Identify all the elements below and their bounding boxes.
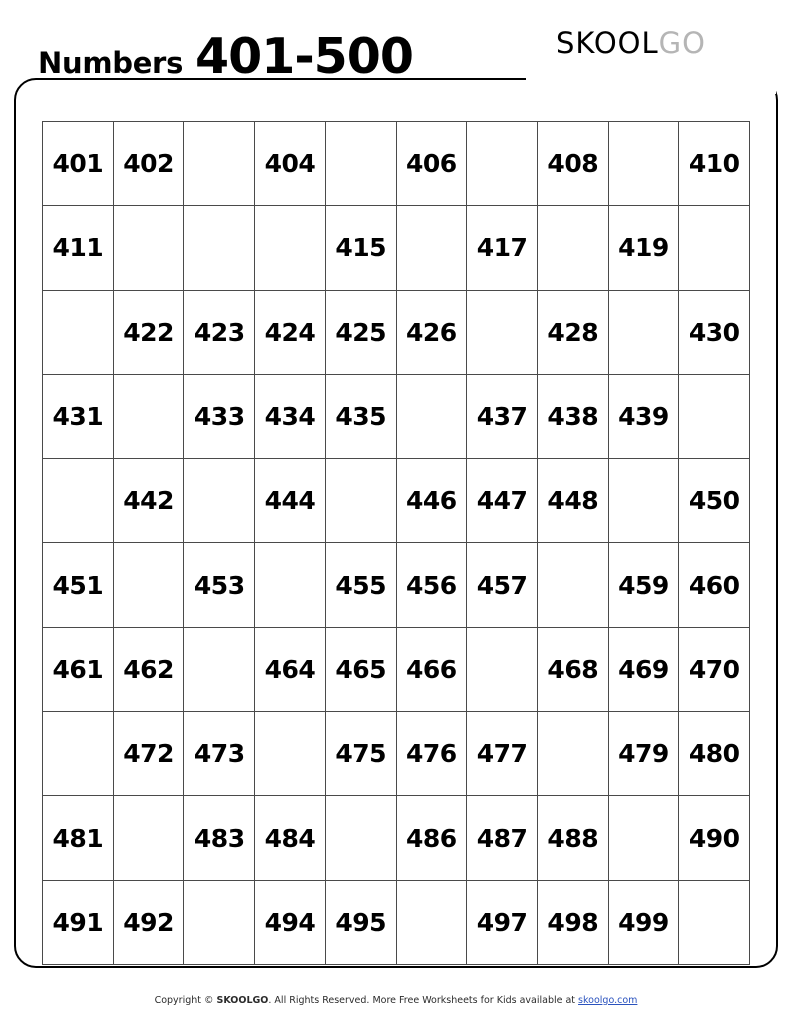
grid-cell-filled: 439 [609, 375, 680, 459]
grid-cell-filled: 479 [609, 712, 680, 796]
grid-cell-blank[interactable] [397, 881, 468, 965]
grid-cell-blank[interactable] [184, 628, 255, 712]
grid-cell-filled: 460 [679, 543, 750, 627]
grid-cell-filled: 470 [679, 628, 750, 712]
grid-cell-blank[interactable] [538, 712, 609, 796]
grid-row [43, 543, 750, 627]
grid-cell-filled: 442 [114, 459, 185, 543]
grid-cell-filled: 428 [538, 291, 609, 375]
grid-cell-filled: 472 [114, 712, 185, 796]
grid-row [43, 881, 750, 965]
footer-brand: SKOOLGO [216, 995, 269, 1006]
grid-cell-blank[interactable] [114, 206, 185, 290]
footer-copyright-prefix: Copyright © [154, 995, 217, 1006]
footer-copyright-suffix: . All Rights Reserved. More Free Worksheets for Kids available at [268, 995, 579, 1006]
grid-cell-blank[interactable] [397, 206, 468, 290]
grid-cell-filled: 464 [255, 628, 326, 712]
grid-cell-blank[interactable] [255, 543, 326, 627]
grid-cell-blank[interactable] [609, 459, 680, 543]
grid-cell-filled: 447 [467, 459, 538, 543]
grid-cell-blank[interactable] [609, 291, 680, 375]
grid-row [43, 628, 750, 712]
grid-cell-filled: 491 [43, 881, 114, 965]
grid-cell-filled: 455 [326, 543, 397, 627]
grid-cell-filled: 495 [326, 881, 397, 965]
grid-cell-filled: 481 [43, 796, 114, 880]
grid-cell-filled: 438 [538, 375, 609, 459]
grid-row [43, 712, 750, 796]
grid-cell-filled: 425 [326, 291, 397, 375]
grid-cell-filled: 494 [255, 881, 326, 965]
grid-cell-blank[interactable] [255, 712, 326, 796]
grid-row [43, 796, 750, 880]
grid-cell-blank[interactable] [397, 375, 468, 459]
grid-row [43, 291, 750, 375]
grid-cell-filled: 444 [255, 459, 326, 543]
grid-cell-filled: 450 [679, 459, 750, 543]
grid-cell-filled: 465 [326, 628, 397, 712]
grid-cell-blank[interactable] [255, 206, 326, 290]
grid-cell-filled: 417 [467, 206, 538, 290]
grid-row [43, 122, 750, 206]
grid-cell-filled: 415 [326, 206, 397, 290]
grid-cell-filled: 486 [397, 796, 468, 880]
grid-row [43, 459, 750, 543]
grid-cell-filled: 498 [538, 881, 609, 965]
grid-cell-filled: 408 [538, 122, 609, 206]
grid-cell-filled: 435 [326, 375, 397, 459]
grid-cell-filled: 466 [397, 628, 468, 712]
grid-cell-filled: 497 [467, 881, 538, 965]
grid-cell-filled: 487 [467, 796, 538, 880]
grid-cell-blank[interactable] [467, 291, 538, 375]
grid-cell-filled: 437 [467, 375, 538, 459]
grid-cell-filled: 423 [184, 291, 255, 375]
grid-cell-filled: 430 [679, 291, 750, 375]
grid-cell-filled: 402 [114, 122, 185, 206]
footer-link[interactable]: skoolgo.com [578, 995, 638, 1006]
grid-cell-filled: 469 [609, 628, 680, 712]
page-title [38, 28, 413, 85]
grid-cell-filled: 483 [184, 796, 255, 880]
grid-cell-blank[interactable] [43, 712, 114, 796]
grid-cell-blank[interactable] [326, 796, 397, 880]
grid-cell-blank[interactable] [467, 122, 538, 206]
grid-row [43, 375, 750, 459]
grid-cell-blank[interactable] [467, 628, 538, 712]
grid-cell-blank[interactable] [609, 796, 680, 880]
grid-cell-filled: 448 [538, 459, 609, 543]
title-word: Numbers [38, 46, 184, 80]
grid-cell-filled: 451 [43, 543, 114, 627]
grid-cell-filled: 401 [43, 122, 114, 206]
grid-cell-blank[interactable] [679, 375, 750, 459]
grid-cell-filled: 419 [609, 206, 680, 290]
grid-cell-filled: 477 [467, 712, 538, 796]
brand-name-second: GO [658, 26, 706, 60]
grid-cell-blank[interactable] [538, 206, 609, 290]
footer [0, 995, 792, 1006]
grid-cell-blank[interactable] [609, 122, 680, 206]
grid-cell-filled: 410 [679, 122, 750, 206]
grid-cell-filled: 456 [397, 543, 468, 627]
grid-cell-blank[interactable] [184, 459, 255, 543]
grid-cell-filled: 431 [43, 375, 114, 459]
grid-cell-filled: 473 [184, 712, 255, 796]
grid-cell-filled: 404 [255, 122, 326, 206]
grid-cell-blank[interactable] [326, 459, 397, 543]
grid-cell-filled: 492 [114, 881, 185, 965]
grid-cell-filled: 457 [467, 543, 538, 627]
grid-cell-filled: 411 [43, 206, 114, 290]
grid-cell-blank[interactable] [43, 459, 114, 543]
grid-row [43, 206, 750, 290]
title-range: 401-500 [195, 28, 413, 85]
grid-cell-filled: 459 [609, 543, 680, 627]
grid-cell-filled: 462 [114, 628, 185, 712]
grid-cell-blank[interactable] [114, 796, 185, 880]
grid-cell-filled: 406 [397, 122, 468, 206]
grid-cell-filled: 424 [255, 291, 326, 375]
grid-cell-blank[interactable] [114, 375, 185, 459]
grid-cell-blank[interactable] [114, 543, 185, 627]
grid-cell-filled: 426 [397, 291, 468, 375]
grid-cell-filled: 484 [255, 796, 326, 880]
brand-logo [556, 26, 772, 60]
grid-cell-filled: 480 [679, 712, 750, 796]
grid-cell-blank[interactable] [184, 881, 255, 965]
number-grid [42, 121, 750, 965]
grid-cell-filled: 499 [609, 881, 680, 965]
grid-cell-blank[interactable] [679, 881, 750, 965]
grid-cell-filled: 446 [397, 459, 468, 543]
grid-cell-blank[interactable] [326, 122, 397, 206]
grid-cell-blank[interactable] [679, 206, 750, 290]
grid-cell-filled: 475 [326, 712, 397, 796]
grid-cell-filled: 476 [397, 712, 468, 796]
grid-cell-filled: 461 [43, 628, 114, 712]
grid-cell-filled: 490 [679, 796, 750, 880]
grid-cell-filled: 468 [538, 628, 609, 712]
grid-cell-blank[interactable] [43, 291, 114, 375]
grid-cell-filled: 434 [255, 375, 326, 459]
grid-cell-filled: 453 [184, 543, 255, 627]
grid-cell-blank[interactable] [538, 543, 609, 627]
grid-cell-blank[interactable] [184, 122, 255, 206]
frame-notch [526, 60, 776, 94]
brand-name-first: SKOOL [556, 26, 659, 60]
grid-cell-filled: 488 [538, 796, 609, 880]
grid-cell-blank[interactable] [184, 206, 255, 290]
grid-cell-filled: 422 [114, 291, 185, 375]
grid-cell-filled: 433 [184, 375, 255, 459]
